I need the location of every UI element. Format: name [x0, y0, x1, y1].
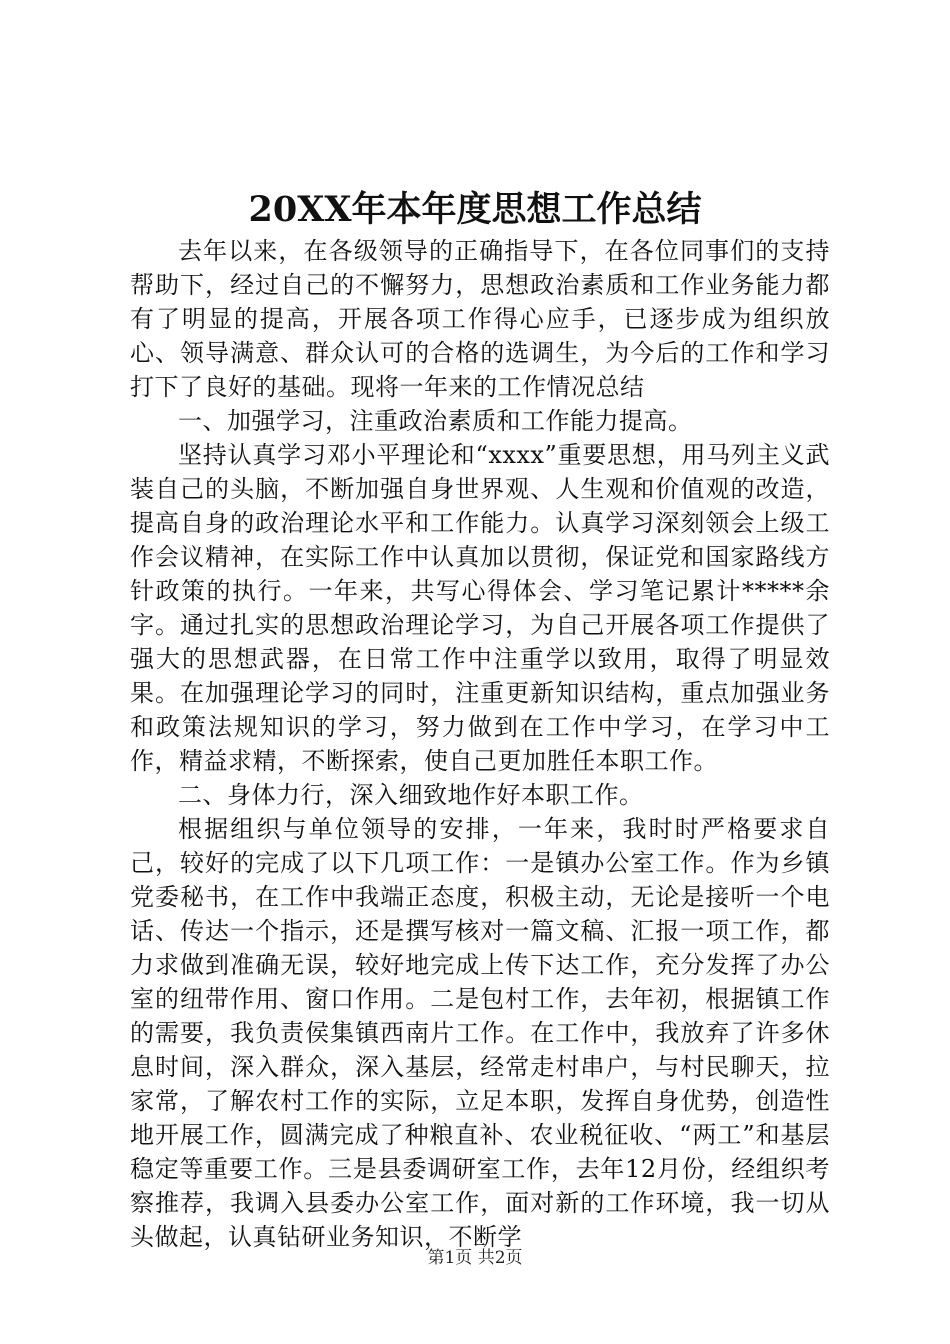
page-footer: [0, 1246, 950, 1270]
section-heading-2: 二、身体力行，深入细致地作好本职工作。: [178, 781, 644, 809]
page-indicator: 第1页 共2页: [427, 1248, 523, 1268]
paragraph-intro: 去年以来，在各级领导的正确指导下，在各位同事们的支持帮助下，经过自己的不懈努力，思想政治素质和工作业务能力都有了明显的提高，开展各项工作得心应手，已逐步成为组织放心、领导满意、群众认可的合格的选调生，为今后的工作和学习打下了良好的基础。现将一年来的工作情况总结: [130, 237, 830, 401]
paragraph-work: 根据组织与单位领导的安排，一年来，我时时严格要求自己，较好的完成了以下几项工作：一是镇办公室工作。作为乡镇党委秘书，在工作中我端正态度，积极主动，无论是接听一个电话、传达一个指示，还是撰写核对一篇文稿、汇报一项工作，都力求做到准确无误，较好地完成上传下达工作，充分发挥了办公室的纽带作用、窗口作用。二是包村工作，去年初，根据镇工作的需要，我负责侯集镇西南片工作。在工作中，我放弃了许多休息时间，深入群众，深入基层，经常走村串户，与村民聊天，拉家常，了解农村工作的实际，立足本职，发挥自身优势，创造性地开展工作，圆满完成了种粮直补、农业税征收、“两工”和基层稳定等重要工作。三是县委调研室工作，去年12月份，经组织考察推荐，我调入县委办公室工作，面对新的工作环境，我一切从头做起，认真钻研业务知识，不断学: [130, 815, 830, 1251]
section-heading-1: 一、加强学习，注重政治素质和工作能力提高。: [178, 407, 693, 435]
document-title: 20XX年本年度思想工作总结: [248, 189, 702, 230]
document-body: [130, 234, 830, 1254]
paragraph-study: 坚持认真学习邓小平理论和“xxxx”重要思想，用马列主义武装自己的头脑，不断加强自身世界观、人生观和价值观的改造，提高自身的政治理论水平和工作能力。认真学习深刻领会上级工作会议精神，在实际工作中认真加以贯彻，保证党和国家路线方针政策的执行。一年来，共写心得体会、学习笔记累计*****余字。通过扎实的思想政治理论学习，为自己开展各项工作提供了强大的思想武器，在日常工作中注重学以致用，取得了明显效果。在加强理论学习的同时，注重更新知识结构，重点加强业务和政策法规知识的学习，努力做到在工作中学习，在学习中工作，精益求精，不断探索，使自己更加胜任本职工作。: [130, 441, 830, 775]
